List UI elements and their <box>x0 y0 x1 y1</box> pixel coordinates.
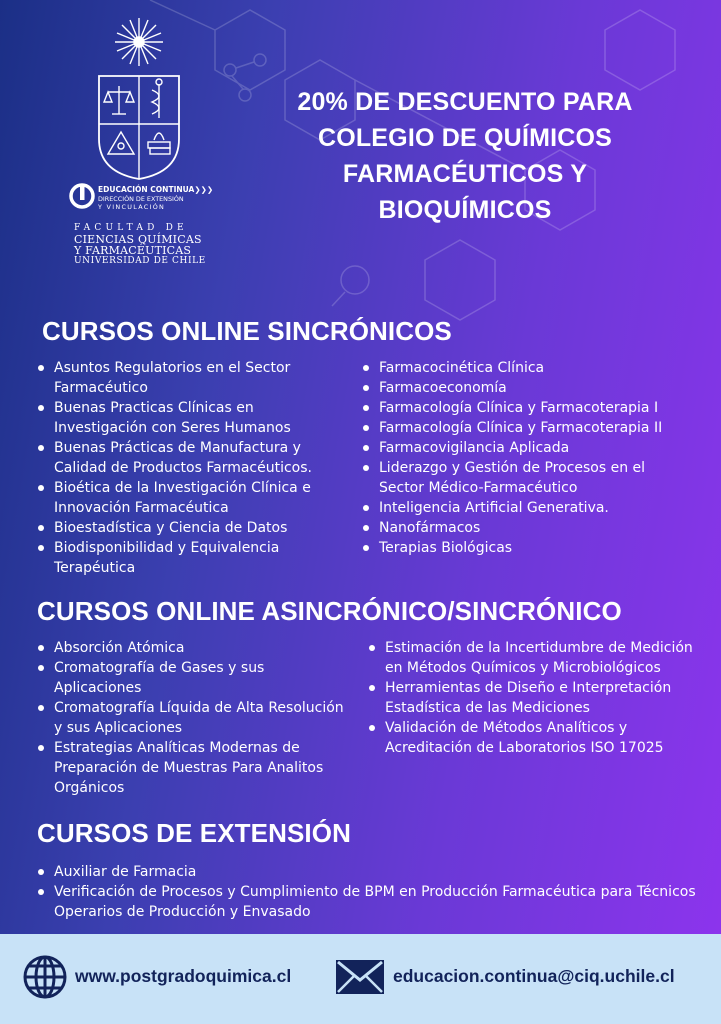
sync-list-right <box>361 358 691 558</box>
list-item: Liderazgo y Gestión de Procesos en el Sector Médico-Farmacéutico <box>361 458 691 498</box>
list-item: Cromatografía de Gases y sus Aplicaciones <box>36 658 346 698</box>
vinculacion-label: Y VINCULACIÓN <box>98 203 166 211</box>
university-logo <box>66 14 216 276</box>
list-item: Bioética de la Investigación Clínica e Innovación Farmacéutica <box>36 478 336 518</box>
list-item: Bioestadística y Ciencia de Datos <box>36 518 336 538</box>
discount-headline: 20% DE DESCUENTO PARA COLEGIO DE QUÍMICOS FARMACÉUTICOS Y BIOQUÍMICOS <box>297 88 633 224</box>
list-item: Estrategias Analíticas Modernas de Preparación de Muestras Para Analitos Orgánicos <box>36 738 346 798</box>
university-name: UNIVERSIDAD DE CHILE <box>74 256 206 266</box>
list-item: Cromatografía Líquida de Alta Resolución y sus Aplicaciones <box>36 698 346 738</box>
list-item: Inteligencia Artificial Generativa. <box>361 498 691 518</box>
envelope-icon <box>334 956 386 998</box>
section-title-extension: CURSOS DE EXTENSIÓN <box>37 818 351 848</box>
list-item: Biodisponibilidad y Equivalencia Terapéutica <box>36 538 336 578</box>
contact-footer <box>0 934 721 1024</box>
list-item: Asuntos Regulatorios en el Sector Farmacéutico <box>36 358 336 398</box>
async-list-right <box>367 638 697 758</box>
list-item: Farmacocinética Clínica <box>361 358 691 378</box>
section-title-async: CURSOS ONLINE ASINCRÓNICO/SINCRÓNICO <box>37 596 622 626</box>
section-title-sync: CURSOS ONLINE SINCRÓNICOS <box>42 316 452 346</box>
extension-list <box>36 862 696 922</box>
list-item: Buenas Prácticas de Manufactura y Calidad de Productos Farmacéuticos. <box>36 438 336 478</box>
list-item: Buenas Practicas Clínicas en Investigación con Seres Humanos <box>36 398 336 438</box>
program-label: EDUCACIÓN CONTINUA❯❯❯ <box>98 185 214 194</box>
university-crest-icon <box>66 14 216 184</box>
list-item: Estimación de la Incertidumbre de Medición en Métodos Químicos y Microbiológicos <box>367 638 697 678</box>
list-item: Farmacología Clínica y Farmacoterapia I <box>361 398 691 418</box>
email-link[interactable]: educacion.continua@ciq.uchile.cl <box>393 966 675 986</box>
list-item: Validación de Métodos Analíticos y Acreditación de Laboratorios ISO 17025 <box>367 718 697 758</box>
faculty-line-2: CIENCIAS QUÍMICAS <box>74 233 202 246</box>
globe-icon <box>22 954 68 1000</box>
faculty-line-1: FACULTAD DE <box>74 223 188 233</box>
list-item: Absorción Atómica <box>36 638 346 658</box>
list-item: Nanofármacos <box>361 518 691 538</box>
list-item: Verificación de Procesos y Cumplimiento de BPM en Producción Farmacéutica para Técnicos Operarios de Producción y Envasado <box>36 882 696 922</box>
arrows-icon: ❯❯❯ <box>194 185 214 194</box>
list-item: Farmacología Clínica y Farmacoterapia II <box>361 418 691 438</box>
faculty-name <box>74 223 224 267</box>
async-list-left <box>36 638 346 798</box>
website-link[interactable]: www.postgradoquimica.cl <box>75 966 292 986</box>
list-item: Farmacoeconomía <box>361 378 691 398</box>
list-item: Farmacovigilancia Aplicada <box>361 438 691 458</box>
list-item: Herramientas de Diseño e Interpretación Estadística de las Mediciones <box>367 678 697 718</box>
faculty-line-3: Y FARMACÉUTICAS <box>74 244 192 257</box>
list-item: Auxiliar de Farmacia <box>36 862 696 882</box>
list-item: Terapias Biológicas <box>361 538 691 558</box>
sync-list-left <box>36 358 336 578</box>
direccion-label: DIRECCIÓN DE EXTENSIÓN <box>98 195 184 203</box>
